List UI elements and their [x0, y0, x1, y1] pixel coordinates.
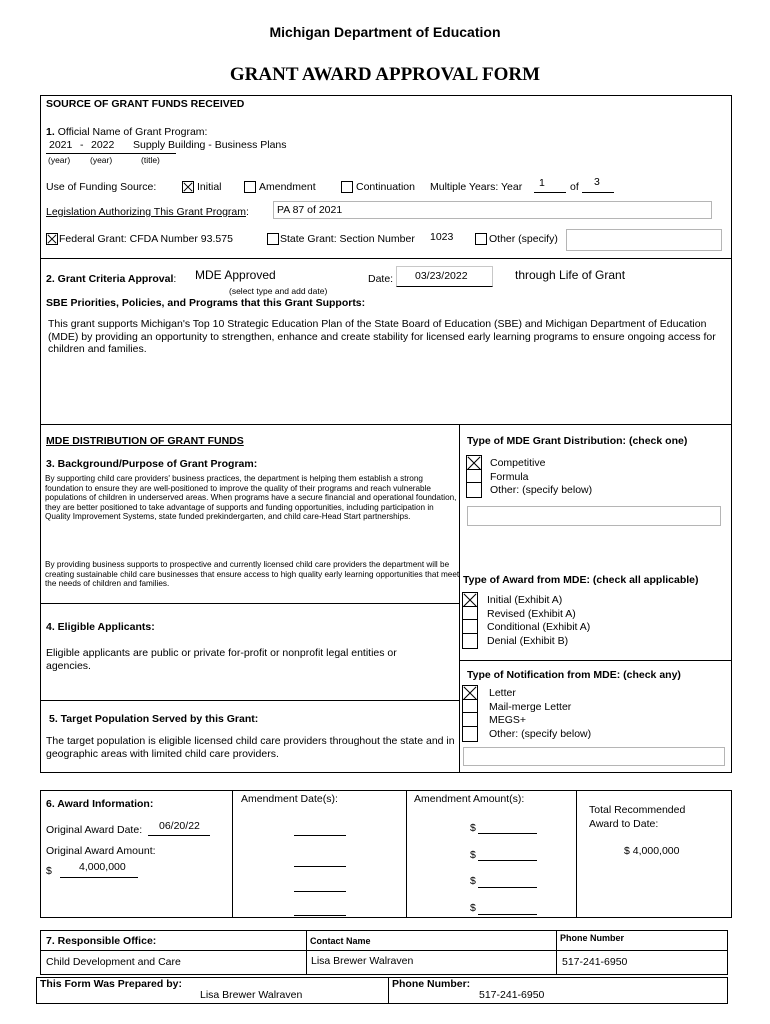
section-divider: [40, 258, 732, 259]
form-title: GRANT AWARD APPROVAL FORM: [229, 64, 541, 85]
column-divider: [232, 790, 233, 918]
federal-grant-checkbox[interactable]: [46, 233, 58, 245]
select-type-caption: (select type and add date): [229, 286, 328, 296]
caption-year-1: (year): [48, 155, 71, 165]
section2-colon: :: [173, 273, 177, 285]
prepared-phone-value[interactable]: 517-241-6950: [479, 989, 545, 1001]
initial-checkbox[interactable]: [182, 181, 194, 193]
column-divider: [306, 930, 307, 975]
initial-label: Initial: [197, 181, 222, 193]
section6-heading: 6. Award Information:: [46, 798, 154, 810]
criteria-approval-value[interactable]: MDE Approved: [195, 268, 276, 282]
column-divider: [406, 790, 407, 918]
year-total[interactable]: 3: [594, 176, 600, 188]
contact-name-label: Contact Name: [310, 936, 371, 946]
year-total-underline: [582, 192, 614, 193]
other-specify-field[interactable]: [566, 229, 722, 251]
award-type-option-label: Initial (Exhibit A): [487, 594, 563, 606]
original-amount-value[interactable]: 4,000,000: [79, 861, 126, 873]
original-amount-underline: [60, 877, 138, 878]
through-life-text: through Life of Grant: [515, 268, 626, 282]
amendment-amount-dollar-3: $: [470, 875, 476, 887]
amendment-checkbox[interactable]: [244, 181, 256, 193]
year-number-underline: [534, 192, 566, 193]
state-grant-label: State Grant: Section Number: [280, 233, 415, 245]
grant-year-end: 2022: [91, 139, 115, 151]
notification-type-checkbox[interactable]: [462, 726, 478, 742]
item-number-1: 1.: [46, 126, 55, 138]
responsible-office-value[interactable]: Child Development and Care: [46, 956, 181, 968]
year-number[interactable]: 1: [539, 177, 545, 189]
legislation-value: PA 87 of 2021: [277, 204, 343, 216]
section4-heading: 4. Eligible Applicants:: [46, 621, 155, 633]
date-value: 03/23/2022: [415, 270, 468, 282]
award-type-option-label: Denial (Exhibit B): [487, 634, 569, 647]
notification-type-heading: Type of Notification from MDE: (check any): [467, 669, 681, 681]
amendment-date-line-1[interactable]: [294, 835, 346, 836]
award-type-option-label: Revised (Exhibit A): [487, 607, 576, 620]
legislation-label: [46, 206, 249, 218]
original-date-label: Original Award Date:: [46, 824, 143, 836]
continuation-label: Continuation: [356, 181, 415, 193]
section2-heading: [46, 273, 176, 285]
amendment-dates-label: Amendment Date(s):: [241, 793, 338, 805]
legislation-label-text: Legislation Authorizing This Grant Program: [46, 206, 246, 218]
legislation-colon: :: [246, 206, 249, 218]
date-field[interactable]: [396, 266, 493, 287]
amendment-amount-dollar-4: $: [470, 902, 476, 914]
prepared-phone-label: Phone Number:: [392, 978, 471, 990]
legislation-field[interactable]: [273, 201, 712, 219]
distribution-type-option-label: Formula: [490, 470, 529, 483]
other-checkbox[interactable]: [475, 233, 487, 245]
grant-year-dash: -: [80, 139, 84, 151]
amendment-date-line-4[interactable]: [294, 915, 346, 916]
phone-number-value[interactable]: 517-241-6950: [562, 956, 628, 968]
notification-type-option-label: MEGS+: [489, 714, 527, 726]
original-date-value[interactable]: 06/20/22: [159, 820, 200, 832]
total-recommended-label: Total Recommended Award to Date:: [589, 804, 686, 830]
phone-number-label: Phone Number: [560, 933, 625, 943]
notification-type-option-label: Other: (specify below): [489, 727, 592, 740]
notification-other-field[interactable]: [463, 747, 725, 766]
check-x-icon: [47, 234, 57, 244]
amendment-label: Amendment: [259, 181, 316, 193]
amendment-amount-dollar-1: $: [470, 822, 476, 834]
prepared-by-name[interactable]: Lisa Brewer Walraven: [200, 989, 303, 1001]
grant-year-start: 2021: [49, 139, 73, 151]
original-date-underline: [148, 835, 210, 836]
sbe-text[interactable]: This grant supports Michigan's Top 10 Strategic Education Plan of the State Board of Education (SBE) and Michigan Department of Education (MDE) by providing an opportunity to strengthen, enhance and create stability for licensed early learning programs to ensure ongoing access for children and families.: [48, 318, 716, 355]
date-label: Date:: [368, 273, 394, 285]
check-x-icon: [183, 182, 193, 192]
distribution-type-option-label: Other: (specify below): [490, 484, 593, 496]
distribution-type-checkbox[interactable]: [466, 482, 482, 498]
row-divider: [40, 950, 728, 951]
background-heading: 3. Background/Purpose of Grant Program:: [46, 458, 258, 470]
official-name-label: [46, 126, 207, 138]
section5-heading: 5. Target Population Served by this Grant:: [49, 713, 259, 725]
amendment-amount-line-4[interactable]: [478, 914, 537, 915]
notification-type-option-label: Letter: [489, 687, 516, 699]
section-divider: [40, 424, 732, 425]
grant-program-title[interactable]: Supply Building - Business Plans: [133, 139, 287, 151]
distribution-type-option-label: Competitive: [490, 457, 546, 469]
eligible-applicants-text[interactable]: Eligible applicants are public or private for-profit or nonprofit legal entities or agencies.: [46, 647, 397, 672]
column-divider: [556, 930, 557, 975]
section-divider: [40, 700, 459, 701]
background-text-2[interactable]: By providing business supports to prospective and currently licensed child care providers the department will be creating sustainable child care businesses that ensure access to high quality early learning opportunities that meet the needs of children and families.: [45, 560, 460, 589]
section7-heading: 7. Responsible Office:: [46, 935, 157, 947]
target-population-text[interactable]: The target population is eligible licensed child care providers throughout the state and in geographic areas with limited child care providers.: [46, 735, 455, 760]
continuation-checkbox[interactable]: [341, 181, 353, 193]
section1-heading: SOURCE OF GRANT FUNDS RECEIVED: [46, 98, 245, 110]
federal-grant-label: Federal Grant: CFDA Number 93.575: [59, 233, 233, 245]
distribution-type-heading: Type of MDE Grant Distribution: (check one): [467, 435, 688, 447]
distribution-other-field[interactable]: [467, 506, 721, 526]
section-divider: [40, 603, 459, 604]
award-type-heading: Type of Award from MDE: (check all applicable): [463, 574, 699, 586]
state-section-number[interactable]: 1023: [430, 231, 454, 243]
agency-name: Michigan Department of Education: [269, 24, 501, 40]
award-type-checkbox[interactable]: [462, 633, 478, 649]
program-underline: [46, 153, 176, 154]
section2-heading-text: 2. Grant Criteria Approval: [46, 273, 174, 285]
column-divider: [388, 977, 389, 1004]
caption-title: (title): [141, 155, 160, 165]
multiple-years-label: Multiple Years: Year: [430, 181, 523, 193]
amendment-amount-line-1[interactable]: [478, 833, 537, 834]
official-name-text: Official Name of Grant Program:: [57, 126, 208, 138]
sbe-heading: SBE Priorities, Policies, and Programs that this Grant Supports:: [46, 297, 366, 309]
amendment-amounts-label: Amendment Amount(s):: [414, 793, 525, 805]
award-type-option-label: Conditional (Exhibit A): [487, 621, 591, 633]
original-amount-label: Original Award Amount:: [46, 845, 156, 857]
notification-type-option-label: Mail-merge Letter: [489, 700, 572, 713]
original-amount-dollar: $: [46, 865, 52, 877]
section-divider: [459, 660, 732, 661]
caption-year-2: (year): [90, 155, 113, 165]
amendment-amount-line-3[interactable]: [478, 887, 537, 888]
column-divider: [576, 790, 577, 918]
amendment-date-line-3[interactable]: [294, 891, 346, 892]
use-of-funding-label: Use of Funding Source:: [46, 181, 157, 193]
contact-name-value[interactable]: Lisa Brewer Walraven: [311, 955, 414, 967]
total-recommended-value[interactable]: $ 4,000,000: [624, 845, 680, 857]
of-label: of: [570, 181, 579, 193]
amendment-date-line-2[interactable]: [294, 866, 346, 867]
amendment-amount-dollar-2: $: [470, 849, 476, 861]
prepared-by-label: This Form Was Prepared by:: [40, 978, 182, 990]
distribution-heading: MDE DISTRIBUTION OF GRANT FUNDS: [46, 435, 244, 447]
other-label: Other (specify): [489, 233, 558, 245]
background-text-1[interactable]: By supporting child care providers' business practices, the department is helping them establish a strong foundation to ensure they are well-positioned to improve the quality of their programs and reach vulnerable populations of children in underserved areas. When programs have a secure financial and operational foundation, they are better positioned to take advantage of supports and funding opportunities, including participation in Quality Improvement Systems, state funded prekindergarten, and child care-Head Start partnerships.: [45, 474, 457, 522]
state-grant-checkbox[interactable]: [267, 233, 279, 245]
amendment-amount-line-2[interactable]: [478, 860, 537, 861]
